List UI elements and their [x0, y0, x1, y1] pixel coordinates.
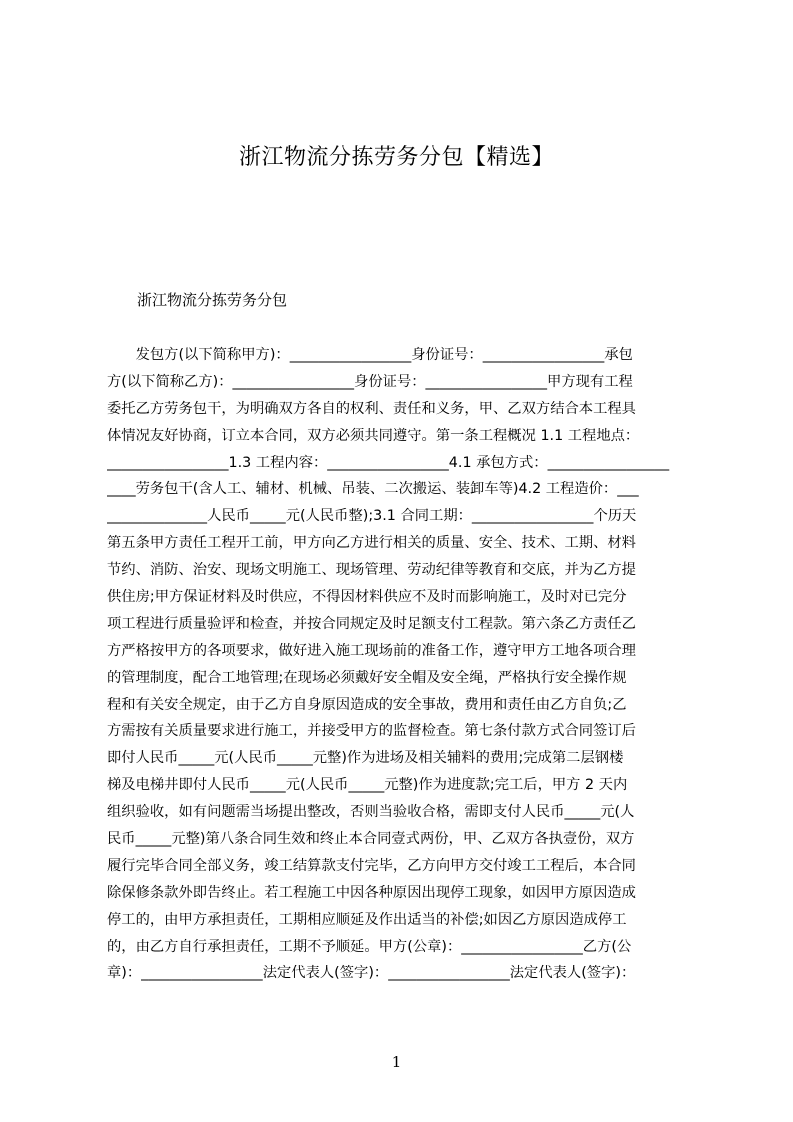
document-title: 浙江物流分拣劳务分包【精选】	[238, 145, 554, 170]
body-line: 梯及电梯井即付人民币_____元(人民币_____元整)作为进度款;完工后，甲方 2 天内	[107, 777, 628, 794]
body-line: 方严格按甲方的各项要求，做好进入施工现场前的准备工作，遵守甲方工地各项合理	[107, 642, 636, 659]
body-line: 发包方(以下简称甲方)：_________________身份证号：_________________承包	[107, 347, 633, 363]
body-line: 节约、消防、治安、现场文明施工、现场管理、劳动纪律等教育和交底，并为乙方提	[107, 562, 636, 579]
document-subtitle: 浙江物流分拣劳务分包	[137, 291, 288, 309]
page-number: 1	[391, 1053, 402, 1071]
body-line: 停工的，由甲方承担责任，工期相应顺延及作出适当的补偿;如因乙方原因造成停工	[107, 911, 627, 928]
body-line: 委托乙方劳务包干，为明确双方各自的权利、责任和义务，甲、乙双方结合本工程具	[107, 400, 636, 417]
body-line: 程和有关安全规定，由于乙方自身原因造成的安全事故，费用和责任由乙方自负;乙	[107, 696, 627, 713]
body-line: 第五条甲方责任工程开工前，甲方向乙方进行相关的质量、安全、技术、工期、材料	[107, 535, 636, 552]
body-line: 章)：_________________法定代表人(签字)：_________________法定代表人(签字)：	[107, 965, 636, 982]
body-line: 供住房;甲方保证材料及时供应，不得因材料供应不及时而影响施工，及时对已完分	[107, 589, 627, 606]
contract-body	[107, 342, 697, 987]
body-line: 体情况友好协商，订立本合同，双方必须共同遵守。第一条工程概况 1.1 工程地点：	[107, 427, 640, 444]
body-line: ____劳务包干(含人工、辅材、机械、吊装、二次搬运、装卸车等)4.2 工程造价：___	[107, 481, 639, 498]
body-line: 方需按有关质量要求进行施工，并接受甲方的监督检查。第七条付款方式合同签订后	[107, 723, 636, 740]
body-line: 的，由乙方自行承担责任，工期不予顺延。甲方(公章)：_________________乙方(公	[107, 938, 632, 955]
body-line: 的管理制度，配合工地管理;在现场必须戴好安全帽及安全绳，严格执行安全操作规	[107, 669, 627, 686]
body-line: 项工程进行质量验评和检查，并按合同规定及时足额支付工程款。第六条乙方责任乙	[107, 615, 636, 632]
body-line: 组织验收，如有问题需当场提出整改，否则当验收合格，需即支付人民币_____元(人	[107, 804, 635, 821]
body-line: 履行完毕合同全部义务，竣工结算款支付完毕，乙方向甲方交付竣工工程后，本合同	[107, 857, 636, 874]
body-line: ______________人民币_____元(人民币整);3.1 合同工期：_________________个历天	[107, 508, 637, 525]
body-line: 即付人民币_____元(人民币_____元整)作为进场及相关辅料的费用;完成第二层钢楼	[107, 750, 624, 767]
body-line: 除保修条款外即告终止。若工程施工中因各种原因出现停工现象，如因甲方原因造成	[107, 884, 636, 901]
body-line: 民币_____元整)第八条合同生效和终止本合同壹式两份，甲、乙双方各执壹份，双方	[107, 831, 635, 848]
body-line: 方(以下简称乙方)：_________________身份证号：_________________甲方现有工程	[107, 373, 633, 390]
body-line: _________________1.3 工程内容：_________________4.1 承包方式：_________________	[107, 454, 670, 471]
